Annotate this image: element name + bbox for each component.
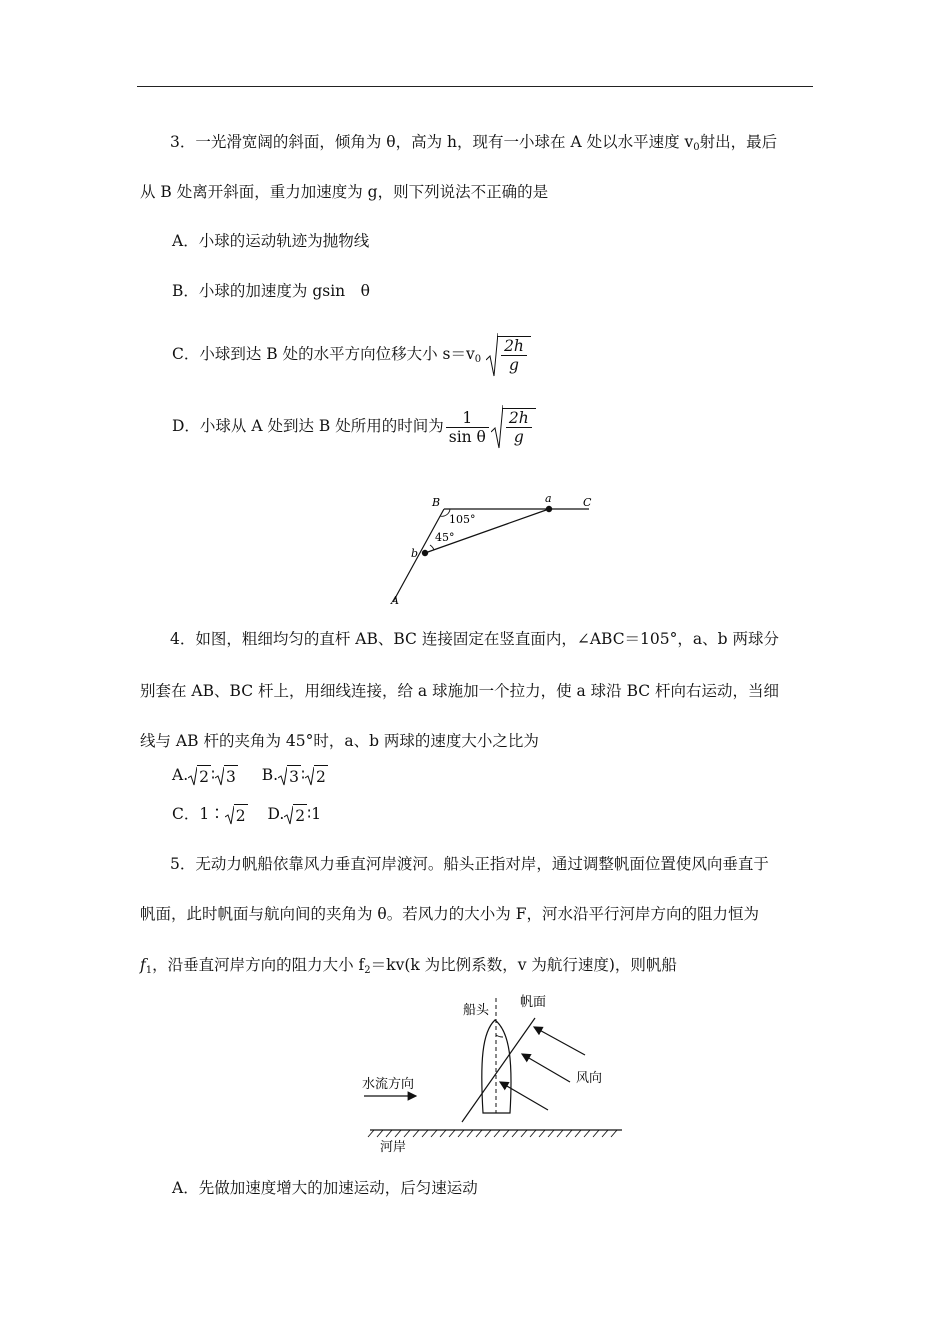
ball-a <box>546 506 552 512</box>
q5-option-a: A．先做加速度增大的加速运动，后匀速运动 <box>172 1179 478 1197</box>
q3-line2: 从 B 处离开斜面，重力加速度为 g，则下列说法不正确的是 <box>140 183 549 201</box>
q3-option-c: C．小球到达 B 处的水平方向位移大小 $s=v_0$ $\frac{2h}{g}$ <box>172 332 531 378</box>
label-bow: 船头 <box>463 1003 490 1018</box>
q4-line2: 别套在 AB、BC 杆上，用细线连接，给 a 球施加一个拉力，使 a 球沿 BC 杆向右运动，当细 <box>140 682 780 700</box>
label-b-point: B <box>432 496 441 509</box>
q3-line1: 3．一光滑宽阔的斜面，倾角为 θ，高为 h，现有一小球在 A 处以水平速度 $v_0$射出，最后 <box>170 133 778 153</box>
q4-options-ab: A. 2 ∶ 3 B. 3 ∶ 2 <box>172 766 326 786</box>
label-a-ball: a <box>545 492 552 505</box>
sailboat-diagram <box>350 990 630 1155</box>
q4-line1: 4．如图，粗细均匀的直杆 AB、BC 连接固定在竖直面内，∠ABC＝105°，a、b 两球分 <box>170 630 779 648</box>
q3-option-a: A．小球的运动轨迹为抛物线 <box>172 232 370 250</box>
sail-angle-arc <box>496 1035 503 1037</box>
angle-label-45: 45° <box>435 531 455 544</box>
q3-option-b: B．小球的加速度为 gsin θ <box>172 282 370 300</box>
wind-arrow-2 <box>522 1054 570 1082</box>
sail-line <box>462 1018 535 1122</box>
q5-line1: 5．无动力帆船依靠风力垂直河岸渡河。船头正指对岸，通过调整帆面位置使风向垂直于 <box>170 855 769 873</box>
q5-line2: 帆面，此时帆面与航向间的夹角为 θ。若风力的大小为 F，河水沿平行河岸方向的阻力恒为 <box>140 905 759 923</box>
q4-line3: 线与 AB 杆的夹角为 45°时，a、b 两球的速度大小之比为 <box>140 732 539 750</box>
wind-arrow-3 <box>500 1082 548 1110</box>
rod-diagram <box>385 490 605 610</box>
q3-option-d: D．小球从 A 处到达 B 处所用的时间为 $\frac{1}{\text{sin θ}}$ $\frac{2h}{g}$ <box>172 404 536 450</box>
label-wind: 风向 <box>576 1071 603 1086</box>
label-b-ball: b <box>411 547 419 560</box>
label-sail: 帆面 <box>520 995 547 1010</box>
label-current: 水流方向 <box>362 1077 415 1092</box>
ball-b <box>422 550 428 556</box>
rod-ab <box>393 509 444 602</box>
sqrt-2h-over-g: $\frac{2h}{g}$ <box>486 332 531 378</box>
sqrt-2h-over-g-d: $\frac{2h}{g}$ <box>491 404 536 450</box>
river-bank-hatch <box>368 1130 617 1137</box>
angle-arc-45 <box>430 545 434 550</box>
header-rule <box>137 86 813 87</box>
q5-line3: $f_1$，沿垂直河岸方向的阻力大小 $f_2=kv(k$ 为比例系数，v 为航行速度)，则帆船 <box>140 956 677 976</box>
label-a-point: A <box>391 594 399 607</box>
label-c-point: C <box>583 496 592 509</box>
wind-arrow-1 <box>534 1027 585 1055</box>
label-bank: 河岸 <box>380 1140 407 1155</box>
q4-options-cd: C．1∶ 2 D. 2 ∶1 <box>172 805 322 825</box>
angle-label-105: 105° <box>449 513 476 526</box>
